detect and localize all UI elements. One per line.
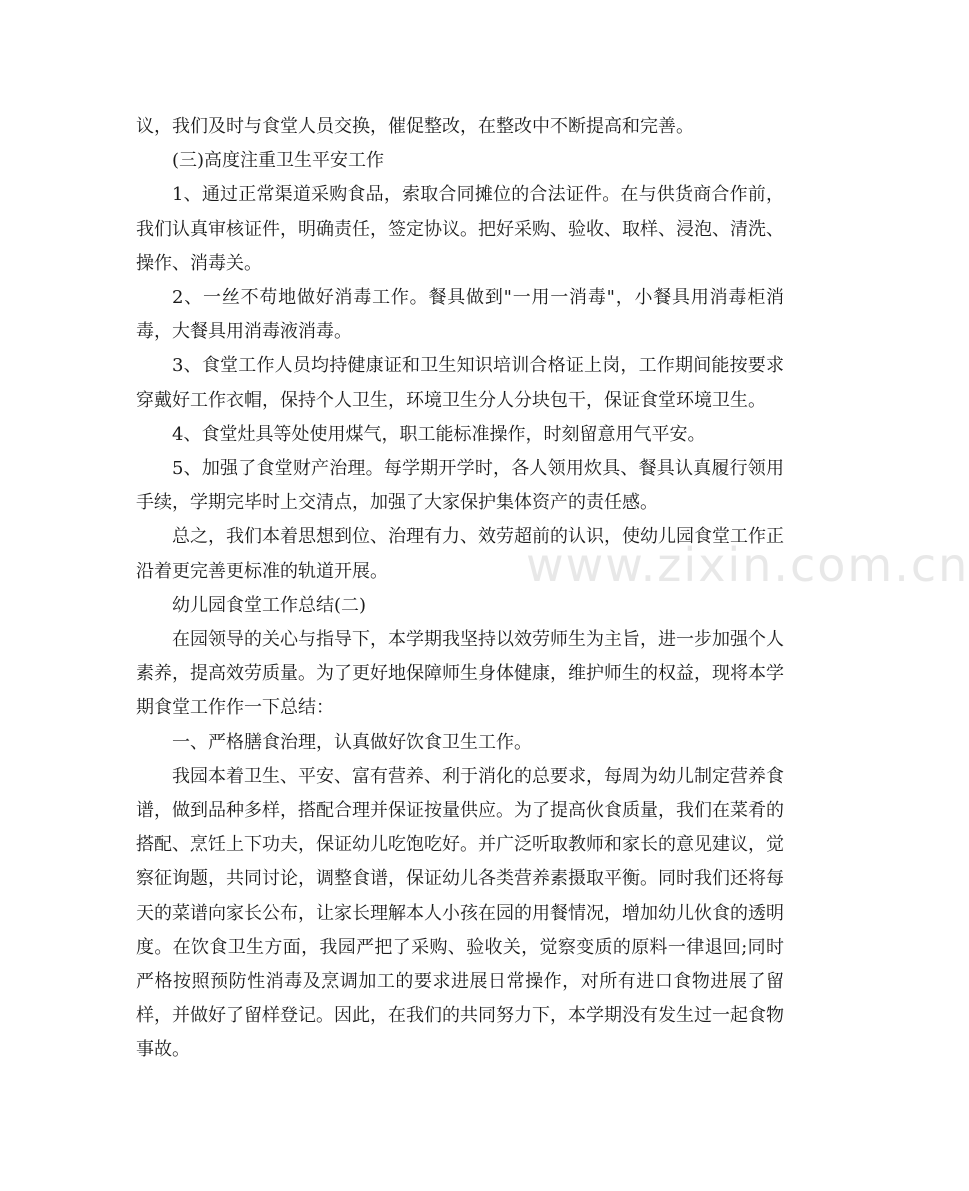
paragraph-item-1: 1、通过正常渠道采购食品，索取合同摊位的合法证件。在与供货商合作前，我们认真审核证件，明确责任，签定协议。把好采购、验收、取样、浸泡、清洗、操作、消毒关。 (136, 184, 784, 274)
paragraph-item-5: 5、加强了食堂财产治理。每学期开学时，各人领用炊具、餐具认真履行领用手续，学期完毕时上交清点，加强了大家保护集体资产的责任感。 (136, 458, 784, 514)
paragraph-continuation: 议，我们及时与食堂人员交换，催促整改，在整改中不断提高和完善。 (136, 116, 694, 137)
paragraph-item-2: 2、一丝不苟地做好消毒工作。餐具做到"一用一消毒"，小餐具用消毒柜消毒，大餐具用消毒液消毒。 (136, 287, 784, 343)
paragraph-intro: 在园领导的关心与指导下，本学期我坚持以效劳师生为主旨，进一步加强个人素养，提高效劳质量。为了更好地保障师生身体健康，维护师生的权益，现将本学期食堂工作作一下总结： (136, 629, 784, 719)
paragraph-item-4: 4、食堂灶具等处使用煤气，职工能标准操作，时刻留意用气平安。 (172, 423, 706, 445)
section-heading-diet-management: 一、严格膳食治理，认真做好饮食卫生工作。 (172, 731, 532, 753)
section-heading-hygiene-safety: (三)高度注重卫生平安工作 (172, 150, 385, 172)
paragraph-conclusion: 总之，我们本着思想到位、治理有力、效劳超前的认识，使幼儿园食堂工作正沿着更完善更标准的轨道开展。 (136, 526, 784, 582)
paragraph-item-3: 3、食堂工作人员均持健康证和卫生知识培训合格证上岗，工作期间能按要求穿戴好工作衣帽，保持个人卫生，环境卫生分人分块包干，保证食堂环境卫生。 (136, 355, 784, 411)
paragraph-diet-details: 我园本着卫生、平安、富有营养、利于消化的总要求，每周为幼儿制定营养食谱，做到品种多样，搭配合理并保证按量供应。为了提高伙食质量，我们在菜肴的搭配、烹饪上下功夫，保证幼儿吃饱吃好。并广泛听取教师和家长的意见建议，觉察征询题，共同讨论，调整食谱，保证幼儿各类营养素摄取平衡。同时我们还将每天的菜谱向家长公布，让家长理解本人小孩在园的用餐情况，增加幼儿伙食的透明度。在饮食卫生方面，我园严把了采购、验收关，觉察变质的原料一律退回;同时严格按照预防性消毒及烹调加工的要求进展日常操作，对所有进口食物进展了留样，并做好了留样登记。因此，在我们的共同努力下，本学期没有发生过一起食物事故。 (136, 765, 784, 1061)
watermark-text: www.zixin.com.cn (526, 538, 969, 592)
section-title-summary-two: 幼儿园食堂工作总结(二) (172, 594, 367, 616)
